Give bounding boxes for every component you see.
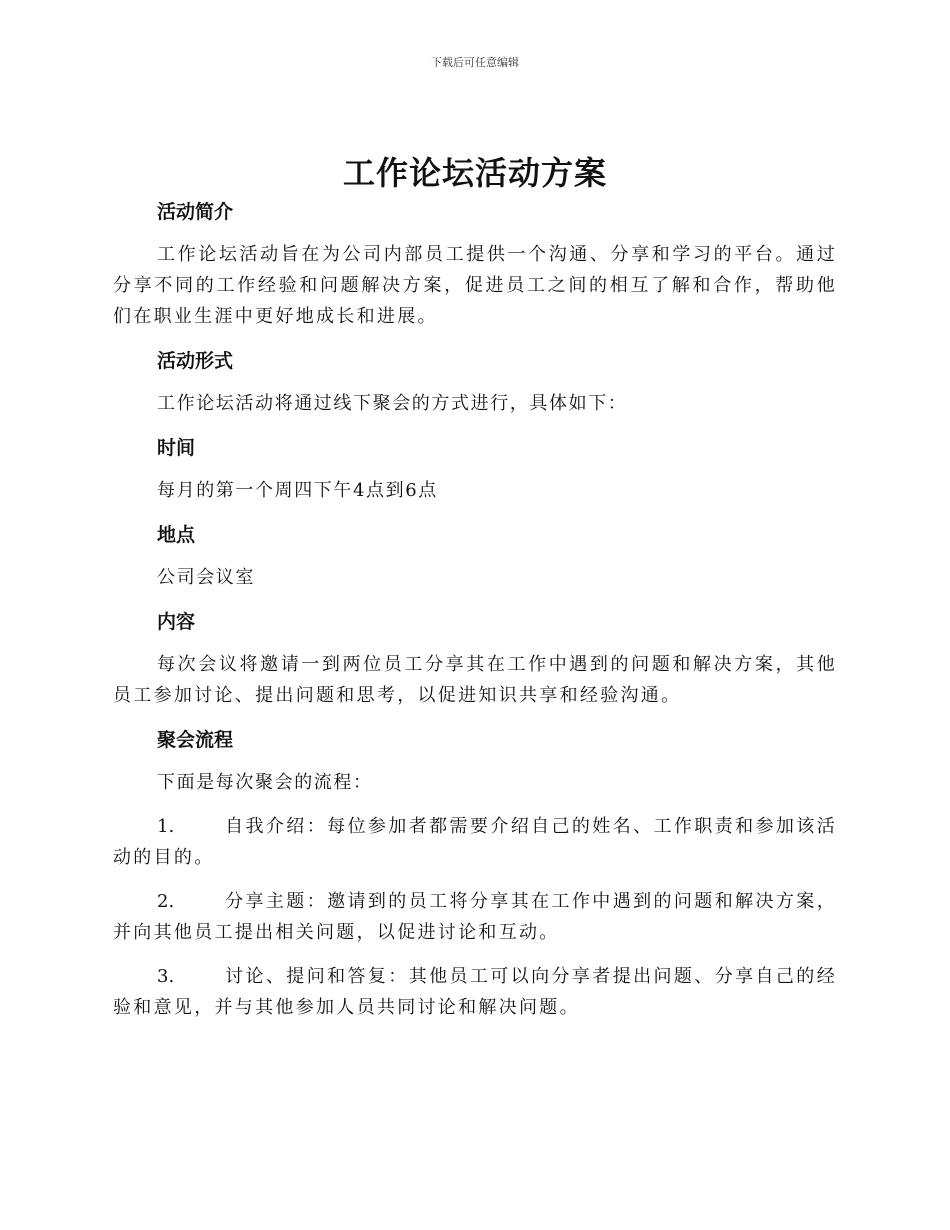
list-item-text: 分享主题：邀请到的员工将分享其在工作中遇到的问题和解决方案，并向其他员工提出相关问题，以促进讨论和互动。 <box>113 891 837 943</box>
list-item-number: 1. <box>157 816 175 837</box>
place-paragraph: 公司会议室 <box>157 567 255 588</box>
list-item <box>113 886 837 961</box>
list-item <box>113 811 837 886</box>
process-intro-paragraph: 下面是每次聚会的流程： <box>157 772 373 793</box>
section-heading-format: 活动形式 <box>157 350 234 372</box>
page-header-note: 下载后可任意编辑 <box>431 56 519 69</box>
intro-paragraph: 工作论坛活动旨在为公司内部员工提供一个沟通、分享和学习的平台。通过分享不同的工作经验和问题解决方案，促进员工之间的相互了解和合作，帮助他们在职业生涯中更好地成长和进展。 <box>113 244 837 327</box>
list-item <box>113 961 837 1036</box>
time-paragraph: 每月的第一个周四下午4点到6点 <box>157 480 438 501</box>
section-heading-process: 聚会流程 <box>157 729 234 751</box>
section-heading-place: 地点 <box>157 524 196 546</box>
list-item-number: 3. <box>157 966 175 987</box>
section-heading-intro: 活动简介 <box>157 201 234 223</box>
format-paragraph: 工作论坛活动将通过线下聚会的方式进行，具体如下： <box>157 393 628 414</box>
document-body <box>113 196 837 1036</box>
list-item-text: 自我介绍：每位参加者都需要介绍自己的姓名、工作职责和参加该活动的目的。 <box>113 816 837 868</box>
section-heading-content: 内容 <box>157 611 196 633</box>
list-item-number: 2. <box>157 891 175 912</box>
content-paragraph: 每次会议将邀请一到两位员工分享其在工作中遇到的问题和解决方案，其他员工参加讨论、提出问题和思考，以促进知识共享和经验沟通。 <box>113 654 837 706</box>
section-heading-time: 时间 <box>157 437 196 459</box>
document-title: 工作论坛活动方案 <box>342 154 607 192</box>
list-item-text: 讨论、提问和答复：其他员工可以向分享者提出问题、分享自己的经验和意见，并与其他参加人员共同讨论和解决问题。 <box>113 966 837 1018</box>
